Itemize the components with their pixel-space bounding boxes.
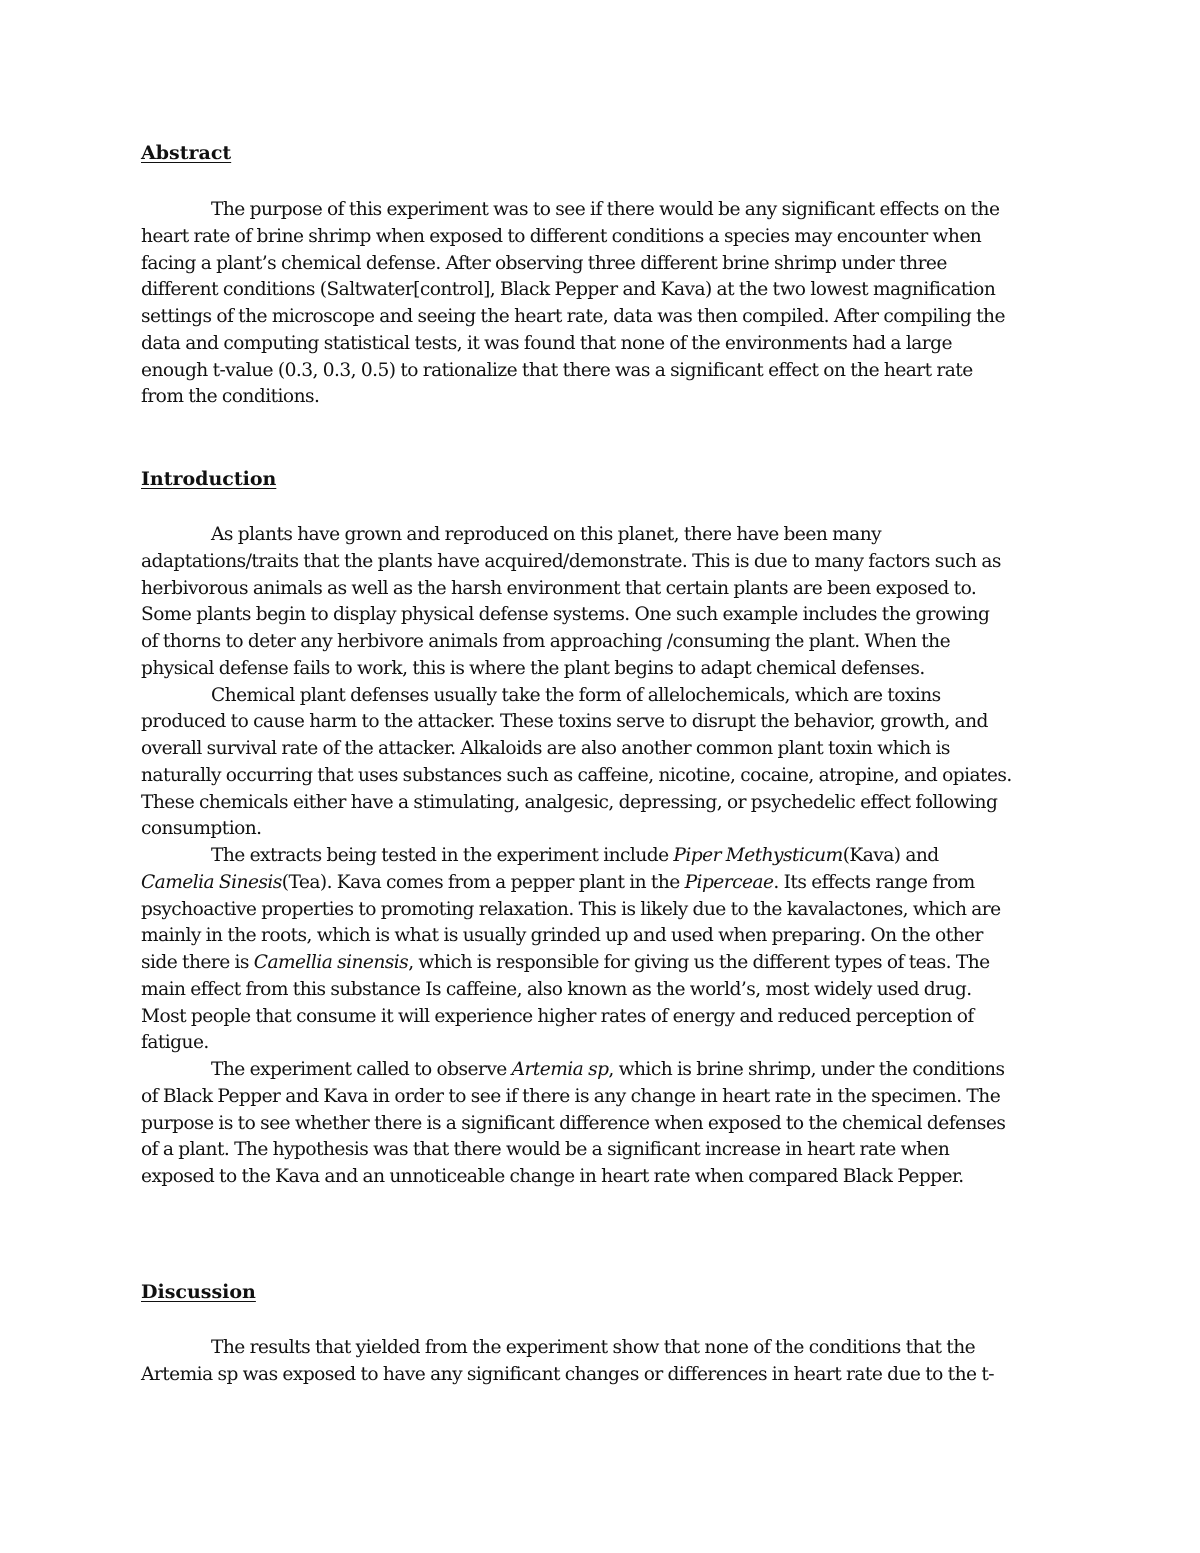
text-run: (Tea). Kava comes from a pepper plant in the (281, 871, 685, 893)
text-line: purpose is to see whether there is a significant difference when exposed to the chemical defenses (141, 1112, 1006, 1134)
text-line: of thorns to deter any herbivore animals from approaching /consuming the plant. When the (141, 631, 951, 652)
text-run: side there is (141, 952, 254, 973)
text-line: facing a plant’s chemical defense. After observing three different brine shrimp under three (141, 252, 947, 274)
text-line: Some plants begin to display physical defense systems. One such example includes the growing (141, 604, 990, 626)
introduction-body (141, 522, 1061, 1191)
text-line: settings of the microscope and seeing the heart rate, data was then compiled. After compiling the (141, 306, 1005, 327)
text-line: different conditions (Saltwater[control], Black Pepper and Kava) at the two lowest magnification (141, 279, 996, 301)
text-line: exposed to the Kava and an unnoticeable change in heart rate when compared Black Pepper. (141, 1166, 964, 1187)
text-line: The results that yielded from the experiment show that none of the conditions that the (211, 1337, 976, 1358)
text-line: data and computing statistical tests, it was found that none of the environments had a large (141, 332, 952, 354)
discussion-heading: Discussion (141, 1281, 256, 1303)
text-line: of a plant. The hypothesis was that there would be a significant increase in heart rate when (141, 1139, 950, 1161)
text-line: The purpose of this experiment was to see if there would be any significant effects on the (211, 199, 1000, 220)
text-run: (Kava) and (842, 845, 939, 866)
discussion-paragraph (141, 1335, 1061, 1389)
text-line: overall survival rate of the attacker. Alkaloids are also another common plant toxin which is (141, 738, 950, 759)
text-run: The extracts being tested in the experiment include (211, 845, 674, 866)
species-name: Camellia sinensis (253, 952, 409, 973)
text-line: herbivorous animals as well as the harsh environment that certain plants are been exposed to. (141, 577, 977, 599)
text-run: The experiment called to observe (211, 1059, 512, 1080)
text-line (141, 950, 1061, 977)
text-line (141, 870, 1061, 897)
text-line: psychoactive properties to promoting relaxation. This is likely due to the kavalactones, which are (141, 898, 1001, 920)
family-name: Piperceae (684, 871, 774, 893)
text-line: from the conditions. (141, 386, 320, 408)
text-run: , which is brine shrimp, under the conditions (608, 1059, 1005, 1080)
text-line: adaptations/traits that the plants have acquired/demonstrate. This is due to many factors such as (141, 550, 1001, 572)
species-name: Artemia sp (511, 1059, 609, 1080)
species-name: Piper Methysticum (673, 845, 843, 866)
introduction-heading: Introduction (141, 468, 277, 490)
text-line: Most people that consume it will experience higher rates of energy and reduced perception of (141, 1005, 974, 1027)
text-run: . Its effects range from (773, 871, 975, 893)
text-line: main effect from this substance Is caffeine, also known as the world’s, most widely used drug. (141, 978, 972, 1000)
text-line: These chemicals either have a stimulating, analgesic, depressing, or psychedelic effect following (141, 791, 998, 813)
text-line: Chemical plant defenses usually take the form of allelochemicals, which are toxins (211, 684, 941, 706)
text-line: enough t-value (0.3, 0.3, 0.5) to rationalize that there was a significant effect on the heart rate (141, 359, 973, 381)
species-name: Camelia Sinesis (141, 871, 282, 893)
text-line: Artemia sp was exposed to have any significant changes or differences in heart rate due to the t- (141, 1363, 994, 1385)
text-line (141, 843, 1061, 870)
text-line (141, 1057, 1061, 1084)
text-line: As plants have grown and reproduced on this planet, there have been many (211, 524, 882, 545)
text-line: consumption. (141, 818, 262, 840)
abstract-heading: Abstract (141, 142, 232, 164)
text-line: mainly in the roots, which is what is usually grinded up and used when preparing. On the other (141, 925, 983, 947)
text-run: , which is responsible for giving us the different types of teas. The (408, 952, 990, 973)
text-line: naturally occurring that uses substances such as caffeine, nicotine, cocaine, atropine, and opiates. (141, 764, 1012, 786)
abstract-paragraph (141, 197, 1061, 411)
text-line: of Black Pepper and Kava in order to see if there is any change in heart rate in the specimen. The (141, 1085, 1001, 1107)
text-line: heart rate of brine shrimp when exposed to different conditions a species may encounter when (141, 225, 982, 247)
text-line: physical defense fails to work, this is where the plant begins to adapt chemical defenses. (141, 657, 925, 679)
text-line: produced to cause harm to the attacker. These toxins serve to disrupt the behavior, growth, and (141, 711, 988, 733)
text-line: fatigue. (141, 1032, 209, 1054)
